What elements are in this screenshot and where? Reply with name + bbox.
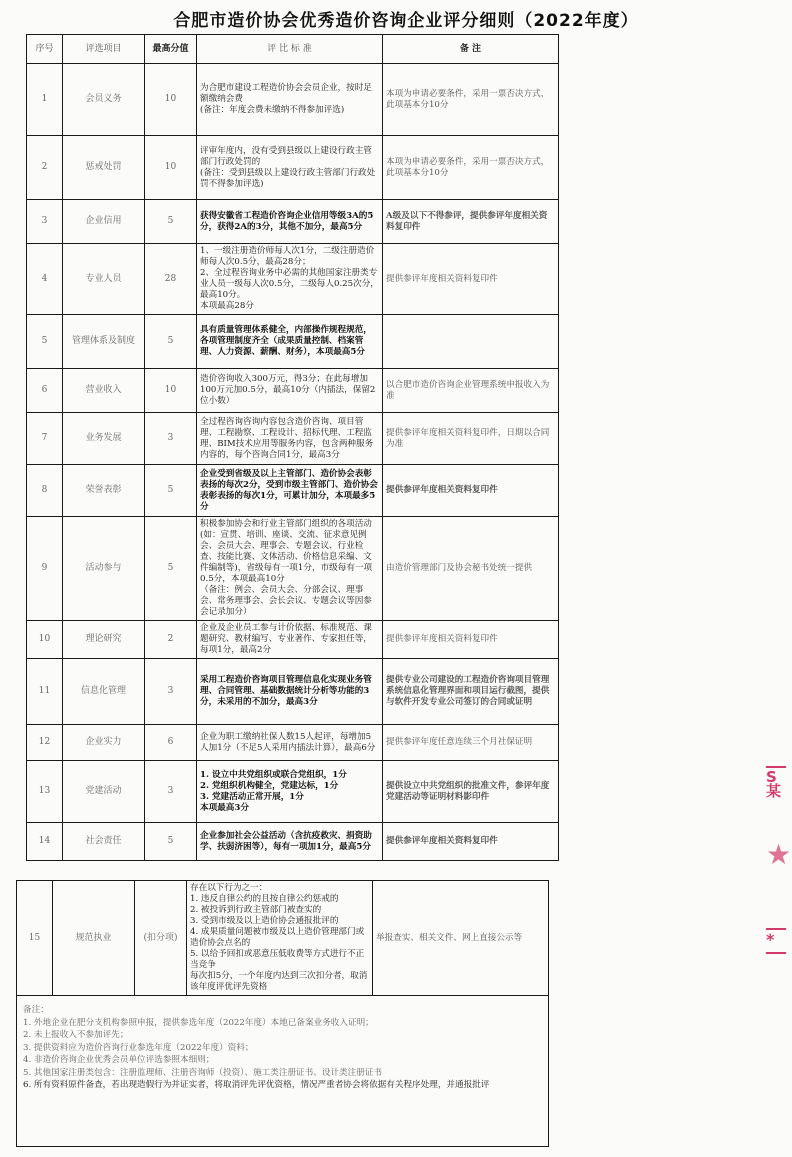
row-seq: 3 (27, 200, 63, 244)
row-seq: 11 (27, 659, 63, 725)
row-max-score: 2 (145, 621, 197, 659)
red-stamp-star-icon: ★ (766, 838, 792, 871)
row-remarks: 提供专业公司建设的工程造价咨询项目管理系统信息化管理界面和项目运行截图，提供与软件开发专业公司签订的合同或证明 (383, 659, 559, 725)
table-row (27, 659, 559, 725)
row-item: 信息化管理 (63, 659, 145, 725)
row-criteria: 采用工程造价咨询项目管理信息化实现业务管理、合同管理、基础数据统计分析等功能的3分，未采用的不加分，最高3分 (197, 659, 383, 725)
table-row (27, 136, 559, 200)
row-remarks: 提供参评年度相关资料复印件，日期以合同为准 (383, 413, 559, 465)
deduction-table (16, 880, 549, 1147)
note-item: 3. 提供资料应为造价咨询行业参选年度（2022年度）资料； (23, 1042, 254, 1053)
row-criteria: 1. 设立中共党组织或联合党组织，1分 2. 党组织机构健全，党建达标，1分 3. 党建活动正常开展，1分 本项最高3分 (197, 761, 383, 823)
row-item: 会员义务 (63, 64, 145, 136)
row-remarks: A级及以下不得参评，提供参评年度相关资料复印件 (383, 200, 559, 244)
row-item: 惩戒处罚 (63, 136, 145, 200)
row-remarks: 由造价管理部门及协会秘书处统一提供 (383, 517, 559, 621)
row-criteria: 1、一级注册造价师每人次1分，二级注册造价师每人次0.5分，最高28分； 2、全过程咨询业务中必需的其他国家注册类专业人员一级每人次0.5分，二级每人0.25次分，最高10分。 本项最高28分 (197, 244, 383, 315)
header-seq: 序号 (27, 35, 63, 64)
row-max-score: 5 (145, 465, 197, 517)
row-seq: 7 (27, 413, 63, 465)
row-item: 企业信用 (63, 200, 145, 244)
row-remarks: 本项为申请必要条件，采用一票否决方式，此项基本分10分 (383, 64, 559, 136)
header-max-score: 最高分值 (145, 35, 197, 64)
table-row (27, 413, 559, 465)
row-criteria: 企业及企业员工参与计价依据、标准规范、课题研究、教材编写、专业著作、专家担任等，每项1分，最高2分 (197, 621, 383, 659)
stamp-line (766, 952, 786, 954)
scoring-table (26, 34, 559, 861)
row-criteria: 积极参加协会和行业主管部门组织的各项活动(如：宣贯、培训、座谈、交流、征求意见例会、会员大会、理事会、专题会议、行业检查、技能比赛、文体活动、价格信息采编、文件编制等)，省级每有一项1分，市级每有一项0.5分，本项最高10分 （备注：例会、会员大会、分部会议、理事会、常务理事会、会长会议、专题会议等因参会记录加分） (197, 517, 383, 621)
row-remarks: 举报查实、相关文件、网上直接公示等 (373, 881, 549, 996)
row-criteria: 存在以下行为之一： 1. 违反自律公约的且按自律公约惩戒的 2. 被投诉到行政主管部门被查实的 3. 受到市级及以上造价协会通报批评的 4. 成果质量问题被市级及以上造价管理部门或造价协会点名的 5. 以给予回扣或恶意压低收费等方式进行不正当竞争 每次扣5分，一个年度内达到三次扣分者，取消该年度评优评先资格 (187, 881, 373, 996)
row-max-score: 5 (145, 200, 197, 244)
row-seq: 9 (27, 517, 63, 621)
row-seq: 8 (27, 465, 63, 517)
table-row (27, 823, 559, 861)
row-max-score: 5 (145, 823, 197, 861)
row-seq: 5 (27, 315, 63, 369)
row-seq: 12 (27, 725, 63, 761)
row-remarks: 提供参评年度相关资料复印件 (383, 244, 559, 315)
row-max-score: (扣分项) (135, 881, 187, 996)
table-row (27, 200, 559, 244)
row-remarks: 提供参评年度相关资料复印件 (383, 465, 559, 517)
row-item: 规范执业 (53, 881, 135, 996)
table-row (27, 725, 559, 761)
row-seq: 6 (27, 369, 63, 413)
row-max-score: 3 (145, 659, 197, 725)
table-row (27, 761, 559, 823)
row-max-score: 5 (145, 315, 197, 369)
row-max-score: 10 (145, 136, 197, 200)
row-seq: 15 (17, 881, 53, 996)
note-item: 1. 外地企业在肥分支机构参照申报，提供参选年度（2022年度）本地已备案业务收入证明； (23, 1017, 374, 1028)
row-max-score: 10 (145, 64, 197, 136)
row-criteria: 为合肥市建设工程造价协会会员企业，按时足额缴纳会费 (备注：年度会费未缴纳不得参加评选) (197, 64, 383, 136)
row-item: 业务发展 (63, 413, 145, 465)
row-item: 专业人员 (63, 244, 145, 315)
row-max-score: 5 (145, 517, 197, 621)
row-seq: 1 (27, 64, 63, 136)
document-title: 合肥市造价协会优秀造价咨询企业评分细则（2022年度） (173, 11, 639, 31)
table-row (27, 517, 559, 621)
row-item: 管理体系及制度 (63, 315, 145, 369)
row-item: 社会责任 (63, 823, 145, 861)
note-item: 4. 非造价咨询企业优秀会员单位评选参照本细则； (23, 1055, 215, 1065)
table-row (27, 315, 559, 369)
row-max-score: 3 (145, 761, 197, 823)
row-seq: 4 (27, 244, 63, 315)
row-max-score: 3 (145, 413, 197, 465)
table-row (27, 465, 559, 517)
row-seq: 2 (27, 136, 63, 200)
row-criteria: 具有质量管理体系健全，内部操作规程规范，各项管理制度齐全（成果质量控制、档案管理、人力资源、薪酬、财务），本项最高5分 (197, 315, 383, 369)
row-max-score: 10 (145, 369, 197, 413)
row-criteria: 企业受到省级及以上主管部门、造价协会表彰表扬的每次2分，受到市级主管部门、造价协会表彰表扬的每次1分，可累计加分，本项最多5分 (197, 465, 383, 517)
row-criteria: 获得安徽省工程造价咨询企业信用等级3A的5分，获得2A的3分，其他不加分，最高5分 (197, 200, 383, 244)
table-row (27, 621, 559, 659)
table-row (27, 369, 559, 413)
row-max-score: 6 (145, 725, 197, 761)
note-item: 5. 其他国家注册类包含：注册监理师、注册咨询师（投资）、施工类注册证书、设计类注册证书 (23, 1067, 382, 1078)
row-seq: 10 (27, 621, 63, 659)
row-item: 理论研究 (63, 621, 145, 659)
notes-row (17, 996, 549, 1147)
row-item: 活动参与 (63, 517, 145, 621)
header-criteria: 评 比 标 准 (197, 35, 383, 64)
row-remarks: 提供参评年度相关资料复印件 (383, 823, 559, 861)
row-item: 荣誉表彰 (63, 465, 145, 517)
header-remarks: 备 注 (383, 35, 559, 64)
row-criteria: 全过程咨询咨询内容包含造价咨询、项目管理、工程勘察、工程设计、招标代理、工程监理、BIM技术应用等服务内容，包含两种服务内容的，每个咨询合同1分，最高3分 (197, 413, 383, 465)
note-item: 6. 所有资料原件备查，若出现造假行为并证实者，将取消评先评优资格，情况严重者协会将依据有关程序处理，并通报批评 (23, 1080, 490, 1090)
row-item: 企业实力 (63, 725, 145, 761)
notes-section (17, 996, 549, 1147)
row-remarks: 提供参评年度任意连续三个月社保证明 (383, 725, 559, 761)
row-remarks: 以合肥市造价咨询企业管理系统申报收入为准 (383, 369, 559, 413)
table-row (17, 881, 549, 996)
row-criteria: 造价咨询收入300万元，得3分；在此每增加100万元加0.5分，最高10分（内插法，保留2位小数） (197, 369, 383, 413)
table-row (27, 64, 559, 136)
header-item: 评选项目 (63, 35, 145, 64)
row-item: 党建活动 (63, 761, 145, 823)
row-seq: 14 (27, 823, 63, 861)
row-remarks (383, 315, 559, 369)
row-remarks: 提供参评年度相关资料复印件 (383, 621, 559, 659)
red-stamp-text: S 某 (766, 768, 782, 800)
row-item: 营业收入 (63, 369, 145, 413)
table-header-row (27, 35, 559, 64)
row-criteria: 企业为职工缴纳社保人数15人起评，每增加5人加1分（不足5人采用内插法计算），最高6分 (197, 725, 383, 761)
notes-heading: 备注： (23, 1005, 49, 1015)
row-max-score: 28 (145, 244, 197, 315)
row-criteria: 评审年度内，没有受到县级以上建设行政主管部门行政处罚的 (备注：受到县级以上建设行政主管部门行政处罚不得参加评选) (197, 136, 383, 200)
row-remarks: 提供设立中共党组织的批准文件，参评年度党建活动等证明材料影印件 (383, 761, 559, 823)
table-row (27, 244, 559, 315)
red-stamp-asterisk-icon: * (766, 930, 775, 949)
note-item: 2. 未上报收入不参加评先； (23, 1030, 129, 1040)
row-criteria: 企业参加社会公益活动（含抗疫救灾、捐资助学、扶弱济困等），每有一项加1分，最高5分 (197, 823, 383, 861)
row-seq: 13 (27, 761, 63, 823)
row-remarks: 本项为申请必要条件，采用一票否决方式，此项基本分10分 (383, 136, 559, 200)
